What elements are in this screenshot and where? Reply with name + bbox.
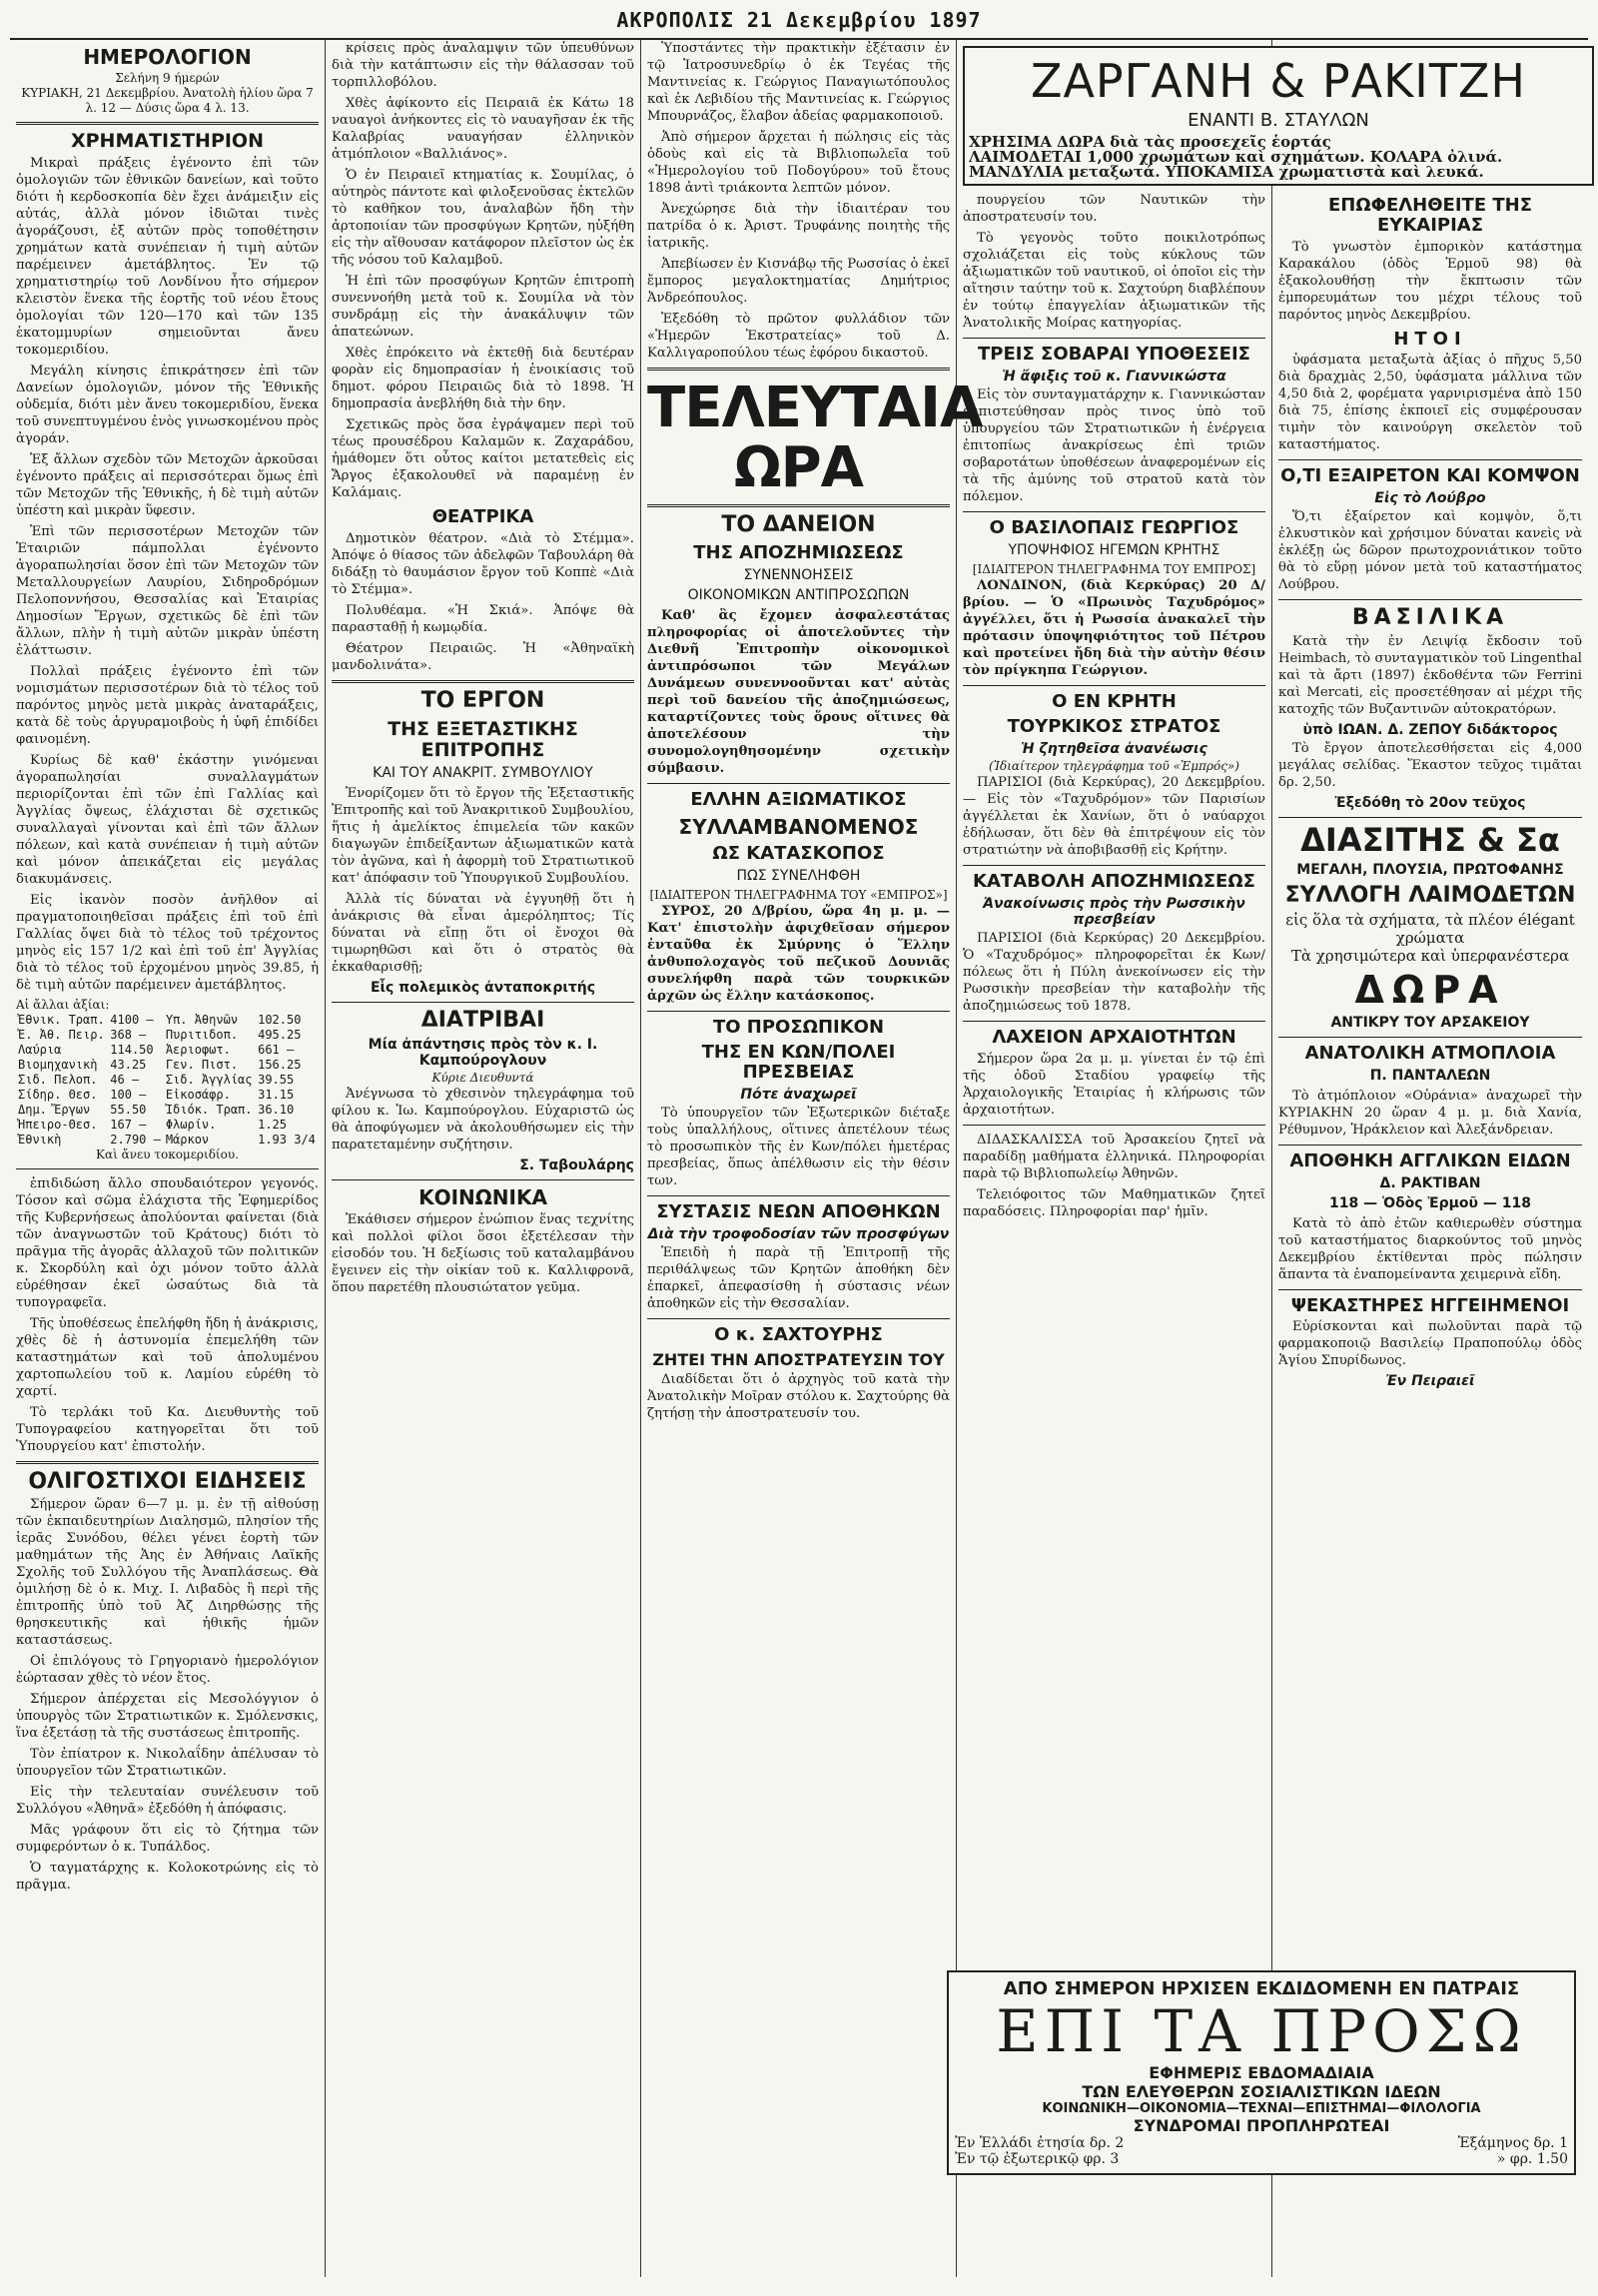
price-cell: Ἑξάμηνος δρ. 1 xyxy=(1457,2135,1568,2151)
crete-heading-2: ΤΟΥΡΚΙΚΟΣ ΣΤΡΑΤΟΣ xyxy=(1007,716,1221,738)
embassy-heading: ΤΟ ΠΡΟΣΩΠΙΚΟΝ xyxy=(712,1016,885,1038)
almanac-line-2: ΚΥΡΙΑΚΗ, 21 Δεκεμβρίου. Ἀνατολὴ ἡλίου ὥρα 7 λ. 12 — Δύσις ὥρα 4 λ. 13. xyxy=(21,86,314,115)
article-paragraph: Ὑποστάντες τὴν πρακτικὴν ἐξέτασιν ἐν τῷ Ἰατροσυνεδρίῳ ὁ ἐκ Τεγέας τῆς Μαντινείας κ. Γεώργιος Παναγιωτόπουλος καὶ ἐκ Λεβιδίου τῆς Μαντινείας κ. Γεώργιος Μπουρνάζος, ἔλαβον ἀδείας φαρμακοποιοῦ. xyxy=(647,41,950,124)
ad-paragraph: Κατὰ τὸ ἀπὸ ἐτῶν καθιερωθὲν σύστημα τοῦ καταστήματος διαρκούντος τοῦ μηνὸς Δεκεμβρίου ἐκτίθενται πρὸς πώλησιν ἅπαντα τὰ ἐναπομείναντα χειμερινὰ εἴδη. xyxy=(1278,1215,1582,1282)
spy-heading-3: ΩΣ ΚΑΤΑΣΚΟΠΟΣ xyxy=(712,842,885,864)
news-item: Μᾶς γράφουν ὅτι εἰς τὸ ζήτημα τῶν συμφερόντων ὁ κ. Τυπάλδος. xyxy=(16,1822,319,1855)
diatribai-title: ΔΙΑΤΡΙΒΑΙ xyxy=(420,1007,545,1033)
article-paragraph: Εἰς τὸν συνταγματάρχην κ. Γιαννικώσταν ἐμπιστεύθησαν πρὸς τινος ὑπὸ τοῦ ὑπουργείου τῶν Στρατιωτικῶν ἡ ἐνέργεια ἐπιτοπίως ἀνακρίσεως ἐπὶ τριῶν σοβαροτάτων ὑποθέσεων ἀναφερομένων εἰς τὰ τῆς ἀμύνης τοῦ στρατοῦ κατὰ τὸν πόλεμον. xyxy=(963,386,1265,504)
embassy-kicker: Πότε ἀναχωρεῖ xyxy=(740,1086,857,1103)
reply-signature: Σ. Ταβουλάρης xyxy=(519,1156,634,1173)
zargani-sub: ΕΝΑΝΤΙ Β. ΣΤΑΥΛΩΝ xyxy=(1188,110,1369,131)
diasitis-sub: ΜΕΓΑΛΗ, ΠΛΟΥΣΙΑ, ΠΡΩΤΟΦΑΝΗΣ xyxy=(1296,861,1564,878)
louvre-kicker: Εἰς τὸ Λούβρο xyxy=(1374,490,1486,507)
loan-subheading-2: ΣΥΝΕΝΝΟΗΣΕΙΣ xyxy=(743,566,854,583)
sprayers-heading: ΨΕΚΑΣΤΗΡΕΣ ΗΓΓΕΙΗΜΕΝΟΙ xyxy=(1290,1294,1570,1316)
ad-line: ΤΩΝ ΕΛΕΥΘΕΡΩΝ ΣΟΣΙΑΛΙΣΤΙΚΩΝ ΙΔΕΩΝ xyxy=(1082,2082,1441,2101)
table-row: Ἐθνικὴ 2.790 — Μάρκον 1.93 3/4 xyxy=(18,1132,316,1147)
shipping-sub: Π. ΠΑΝΤΑΛΕΩΝ xyxy=(1369,1067,1491,1084)
article-paragraph: Τὸ τερλάκι τοῦ Κα. Διευθυντὴς τοῦ Τυπογραφείου κατηγορεῖται ὅτι τοῦ Ὑπουργείου κατ' ἐπιστολήν. xyxy=(16,1404,319,1454)
price-cell: » φρ. 1.50 xyxy=(1496,2151,1568,2167)
table-row: Δημ. Ἔργων 55.50 Ἰδιόκ. Τραπ. 36.10 xyxy=(18,1102,295,1117)
article-paragraph: ΠΑΡΙΣΙΟΙ (διὰ Κερκύρας), 20 Δεκεμβρίου. — Εἰς τὸν «Ταχυδρόμον» τῶν Παρισίων ἀγγέλλεται ἐκ Χανίων, ὅτι ὁ ναύαρχοι ἐδήλωσαν, ὅτι δὲν θὰ ἐπιτρέψουν εἰς τὸν στρατιώτην νὰ ἀποβιβασθῇ εἰς Κρήτην. xyxy=(963,775,1265,859)
article-paragraph: Ὁ ἐν Πειραιεῖ κτηματίας κ. Σουμίλας, ὁ αὐτηρὸς πάντοτε καὶ φιλοξενοῦσας ἐκτελῶν τὸ καθῆκον του, ἀναλαβὼν ἤδη τὴν ἀρτοποιίαν τῶν προσφύγων Κρητῶν, ηὐξήθη εἰς τὴν αἴθουσαν κατάφορον πλεῖστον ὡς ἐκ τῆς νόσου τοῦ Καλαμβοῦ. xyxy=(332,168,634,268)
divider xyxy=(647,1195,950,1196)
ad-title: ΑΠΟ ΣΗΜΕΡΟΝ ΗΡΧΙΣΕΝ ΕΚΔΙΔΟΜΕΝΗ ΕΝ ΠΑΤΡΑΙΣ xyxy=(1003,1978,1520,1999)
ergon-subheading: ΤΗΣ ΕΞΕΤΑΣΤΙΚΗΣ ΕΠΙΤΡΟΠΗΣ xyxy=(388,717,578,761)
indemnity-heading: ΚΑΤΑΒΟΛΗ ΑΠΟΖΗΜΙΩΣΕΩΣ xyxy=(973,871,1255,893)
zargani-line: ΜΑΝΔΥΛΙΑ μεταξωτά. ΥΠΟΚΑΜΙΣΑ χρωματιστὰ καὶ λευκά. xyxy=(969,163,1484,181)
dora-sub: ΑΝΤΙΚΡΥ ΤΟΥ ΑΡΣΑΚΕΙΟΥ xyxy=(1330,1015,1530,1032)
divider xyxy=(963,865,1265,866)
prince-heading: Ο ΒΑΣΙΛΟΠΑΙΣ ΓΕΩΡΓΙΟΣ xyxy=(989,516,1239,538)
classified-notice: Τελειόφοιτος τῶν Μαθηματικῶν ζητεῖ παραδόσεις. Πληροφορίαι παρ' ἡμῖν. xyxy=(963,1186,1265,1219)
ergon-subheading-2: ΚΑΙ ΤΟΥ ΑΝΑΚΡΙΤ. ΣΥΜΒΟΥΛΙΟΥ xyxy=(373,764,593,781)
article-paragraph: πουργείου τῶν Ναυτικῶν τὴν ἀποστρατευσίν του. xyxy=(963,193,1265,225)
english-goods-heading: ΑΠΟΘΗΚΗ ΑΓΓΛΙΚΩΝ ΕΙΔΩΝ xyxy=(1289,1149,1571,1171)
article-paragraph: Ἀπὸ σήμερον ἄρχεται ἡ πώλησις εἰς τὰς ὁδοὺς καὶ εἰς τὰ Βιβλιοπωλεῖα τοῦ «Ἡμερολογίου τοῦ Ποδογύρου» τοῦ ἔτους 1898 ἀντὶ τριάκοντα λεπτῶν μόνον. xyxy=(647,130,950,196)
columns xyxy=(10,40,1588,2277)
news-item: Σήμερον ἀπέρχεται εἰς Μεσολόγγιον ὁ ὑπουργὸς τῶν Στρατιωτικῶν κ. Σμόλενσκις, ἵνα ἐξετάσῃ τὰ τῆς συστάσεως ἐπιτροπῆς. xyxy=(16,1691,319,1741)
article-paragraph: Ἀλλὰ τίς δύναται νὰ ἐγγυηθῇ ὅτι ἡ ἀνάκρισις θὰ εἶναι ἀμερόληπτος; Τίς δύναται νὰ εἴπῃ ὅτι οἱ ἔνοχοι θὰ τιμωρηθῶσι καὶ ὅτι ὁ στρατὸς θὰ ἐκκαθαρισθῇ; xyxy=(332,891,634,975)
price-row xyxy=(955,2135,1568,2151)
spy-tag: [ΙΔΙΑΙΤΕΡΟΝ ΤΗΛΕΓΡΑΦΗΜΑ ΤΟΥ «ΕΜΠΡΟΣ»] xyxy=(649,887,948,902)
last-hour-banner: ΤΕΛΕΥΤΑΙΑ ΩΡΑ xyxy=(647,376,983,500)
three-cases-heading: ΤΡΕΙΣ ΣΟΒΑΡΑΙ ΥΠΟΘΕΣΕΙΣ xyxy=(978,344,1250,365)
prince-kicker: ΥΠΟΨΗΦΙΟΣ ΗΓΕΜΩΝ ΚΡΗΤΗΣ xyxy=(1008,541,1220,558)
divider xyxy=(647,783,950,784)
ad-paragraph: Ὅ,τι ἐξαίρετον καὶ κομψὸν, ὅ,τι ἐλκυστικὸν καὶ χρήσιμον δύναται κανεὶς νὰ ἐκλέξῃ ὡς δῶρον πρωτοχρονιάτικον τοῦτο θὰ τὸ εὕρῃ μόνον μετὰ τοῦ καταστήματος Λούβρου. xyxy=(1278,509,1582,593)
table-row: Λαύρια 114.50 Ἀεριοφωτ. 661 — xyxy=(18,1042,295,1057)
divider xyxy=(1278,599,1582,600)
divider xyxy=(647,1011,950,1012)
bourse-paragraph: Μεγάλη κίνησις ἐπικράτησεν ἐπὶ τῶν Δανείων ὁμολογιῶν, μόνον τῆς Ἐθνικῆς οὐδεμία, διότι μὲν ἄνευ τοκομεριδίου, ἕνεκα τοῦ συνεπτυγμένου ἐνὸς γινωσκομένου πρὸς ἀγοράν. xyxy=(16,363,319,446)
reply-heading: Μία ἀπάντησις πρὸς τὸν κ. Ι. Καμπούρογλουν xyxy=(368,1036,598,1069)
article-paragraph: κρίσεις πρὸς ἀναλαμψιν τῶν ὑπευθύνων διὰ τὴν κατάπτωσιν εἰς τὴν θάλασσαν τοῦ τορπιλλοβόλου. xyxy=(332,41,634,90)
bourse-title: ΧΡΗΜΑΤΙΣΤΗΡΙΟΝ xyxy=(70,130,264,152)
epi-ta-proso-ad xyxy=(947,1970,1576,2175)
news-title: ΟΛΙΓΟΣΤΙΧΟΙ ΕΙΔΗΣΕΙΣ xyxy=(28,1468,307,1494)
indemnity-kicker: Ἀνακοίνωσις πρὸς τὴν Ρωσσικὴν πρεσβείαν xyxy=(983,895,1245,928)
article-paragraph: Τὸ γεγονὸς τοῦτο ποικιλοτρόπως σχολιάζεται εἰς τοὺς κύκλους τῶν ἀξιωματικῶν τοῦ ναυτικοῦ, οἱ ὁποῖοι εἰς τὴν αἴτησιν ταύτην τοῦ κ. Σαχτούρη διαβλέπουν ἐν τούτῳ ἐπαγγελίαν ἀξιωματικῶν τῆς Ἀνατολικῆς Μοίρας κατηγορίας. xyxy=(963,231,1265,331)
english-goods-address: 118 — Ὁδὸς Ἑρμοῦ — 118 xyxy=(1329,1194,1531,1211)
news-item: Εἰς τὴν τελευταίαν συνέλευσιν τοῦ Συλλόγου «Ἀθηνᾶ» ἐξεδόθη ἡ ἀπόφασις. xyxy=(16,1784,319,1817)
bourse-intro: Αἱ ἄλλαι ἀξίαι: xyxy=(16,997,110,1012)
bourse-paragraph: Μικραὶ πράξεις ἐγένοντο ἐπὶ τῶν ὁμολογιῶν τῶν ἐθνικῶν δανείων, καὶ τοῦτο διότι ἡ κερδοσκοπία δὲν ἔχει ἀνάμειξιν εἰς αὐτάς, ἀλλὰ μόνον ἰδιῶται τινὲς ἀγοράζουσι, ἐξ αὐτῶν πρὸς τοποθέτησιν χρημάτων κατὰ συνέπειαν ἡ τιμὴ αὐτῶν παρέμεινεν ἀμετάβλητος. Ἐν τῷ χρηματιστηρίῳ τοῦ Λονδίνου ἦτο σήμερον κλειστὸν ἕνεκα τῆς ἑορτῆς τοῦ νέου ἔτους ὁμολογίαι τῶν 120—170 καὶ τῶν 135 ἑκατομμυρίων σημειοῦνται ἄνευ τοκομεριδίου. xyxy=(16,155,319,358)
ad-paragraph: Εὑρίσκονται καὶ πωλοῦνται παρὰ τῷ φαρμακοποιῷ Βασιλείῳ Πραποπούλῳ ὁδὸς Ἁγίου Σπυρίδωνος. xyxy=(1278,1319,1582,1369)
divider xyxy=(1278,459,1582,460)
article-paragraph: Ἐξεδόθη τὸ πρῶτον φυλλάδιον τῶν «Ἡμερῶν Ἐκστρατείας» τοῦ Δ. Καλλιγαροπούλου τέως ἐφόρου δικαστοῦ. xyxy=(647,312,950,361)
article-paragraph: Σχετικῶς πρὸς ὅσα ἐγράψαμεν περὶ τοῦ τέως προυσέδρου Καλαμῶν κ. Ζαχαράδου, ἠμάθομεν ὅτι οὗτος καίτοι μετατεθεὶς εἰς Ἄργος ἐξακολουθεῖ νὰ παραμένῃ ἐν Καλάμαις. xyxy=(332,417,634,500)
bourse-table xyxy=(16,1013,319,1148)
sale-heading: ΕΠΩΦΕΛΗΘΕΙΤΕ ΤΗΣ ΕΥΚΑΙΡΙΑΣ xyxy=(1327,195,1533,236)
column-5 xyxy=(1272,40,1588,2277)
price-row xyxy=(955,2151,1568,2167)
spy-heading: ΕΛΛΗΝ ΑΞΙΩΜΑΤΙΚΟΣ xyxy=(690,788,907,810)
zargani-ad xyxy=(963,46,1594,186)
koinonika-title: ΚΟΙΝΩΝΙΚΑ xyxy=(418,1184,547,1209)
diasitis-tail: Τὰ χρησιμώτερα καὶ ὑπερφανέστερα xyxy=(1290,947,1570,966)
column-3 xyxy=(641,40,983,2277)
article-paragraph: ΠΑΡΙΣΙΟΙ (διὰ Κερκύρας) 20 Δεκεμβρίου. Ὁ «Ταχυδρόμος» πληροφορεῖται ἐκ Κων/πόλεως ὅτι ἡ Πύλη ἀνεκοίνωσεν εἰς τὴν Ρωσσικὴν πρεσβείαν τὴν καταβολὴν τῆς ἀποζημιώσεως τοῦ 1878. xyxy=(963,930,1265,1014)
crete-tag: (Ἰδιαίτερον τηλεγράφημα τοῦ «Ἐμπρός») xyxy=(989,759,1239,774)
divider xyxy=(963,685,1265,686)
table-row: Σιδ. Πελοπ. 46 — Σιδ. Ἀγγλίας 39.55 xyxy=(18,1072,295,1087)
loan-subheading: ΤΗΣ ΑΠΟΖΗΜΙΩΣΕΩΣ xyxy=(693,542,904,564)
divider xyxy=(1278,1037,1582,1038)
crete-kicker: Ἡ ζητηθεῖσα ἀνανέωσις xyxy=(1021,741,1207,758)
zargani-line: ΧΡΗΣΙΜΑ ΔΩΡΑ διὰ τὰς προσεχεῖς ἑορτάς xyxy=(969,133,1331,151)
column-1 xyxy=(10,40,326,2277)
louvre-heading: Ο,ΤΙ ΕΞΑΙΡΕΤΟΝ ΚΑΙ ΚΟΜΨΟΝ xyxy=(1280,465,1580,487)
ergon-heading: ΤΟ ΕΡΓΟΝ xyxy=(420,687,545,713)
news-item: Οἱ ἐπιλόγους τὸ Γρηγοριανὸ ἡμερολόγιον ἑώρτασαν χθὲς τὸ νέον ἔτος. xyxy=(16,1653,319,1686)
article-paragraph: Ἐκάθισεν σήμερον ἐνώπιον ἕνας τεχνίτης καὶ πολλοὶ φίλοι ὅσοι ἐξετέλεσαν τὴν εἰσοδόν του. Ἡ δεξίωσις τοῦ καταλαμβάνου ἔγεινεν εἰς τὴν οἰκίαν τοῦ κ. Καλλιφρονᾶ, ὅπου παρετέθη πλουσιώτατον γεῦμα. xyxy=(332,1211,634,1295)
bourse-paragraph: Πολλαὶ πράξεις ἐγένοντο ἐπὶ τῶν νομισμάτων περισσοτέρων διὰ τὸ τέλος τοῦ παρόντος μηνὸς μετὰ μικρὰς ἀναταράξεις, κατὰ δὲ τοὺς ἀργυραμοιβοὺς ἡ ὑφῆ ἐπιδίδει φαινομένη. xyxy=(16,663,319,747)
article-paragraph: Διαδίδεται ὅτι ὁ ἀρχηγὸς τοῦ κατὰ τὴν Ἀνατολικὴν Μοῖραν στόλου κ. Σαχτούρης θὰ ζητήσῃ τὴν ἀποστρατευσίν του. xyxy=(647,1372,950,1422)
sale-htoi: ΗΤΟΙ xyxy=(1393,328,1467,350)
article-paragraph: Ἀνεχώρησε διὰ τὴν ἰδιαιτέραν του πατρίδα ὁ κ. Ἀριστ. Τρυφάνης ποιητὴς τῆς ἰατρικῆς. xyxy=(647,202,950,251)
divider xyxy=(332,1179,634,1180)
table-row: Ἠπειρο-Θεσ. 167 — Φλωρίν. 1.25 xyxy=(18,1117,287,1132)
loan-heading: ΤΟ ΔΑΝΕΙΟΝ xyxy=(721,512,876,537)
article-paragraph: ΣΥΡΟΣ, 20 Δ/βρίου, ὥρα 4η μ. μ. — Κατ' ἐπιστολὴν ἀφιχθεῖσαν σήμερον ἐνταῦθα ἐκ Σμύρνης ὁ Ἕλλην ἀνθυπολοχαγὸς τοῦ πεζικοῦ Δουνιᾶς συνελήφθη παρὰ τῶν τουρκικῶν ἀρχῶν ὡς ἔλλην κατάσκοπος. xyxy=(647,903,950,1004)
article-paragraph: Ἀνέγνωσα τὸ χθεσινὸν τηλεγράφημα τοῦ φίλου κ. Ἰω. Καμπούρογλου. Εὐχαριστῶ ὡς θὰ ἀποφύγωμεν νὰ ἀκολουθήσωμεν εἰς τὴν παρατεταμένην συζήτησιν. xyxy=(332,1086,634,1152)
zargani-line: ΛΑΙΜΟΔΕΤΑΙ 1,000 χρωμάτων καὶ σχημάτων. ΚΟΛΑΡΑ ὀλινά. xyxy=(969,148,1503,166)
ad-line: ΚΟΙΝΩΝΙΚΗ—ΟΙΚΟΝΟΜΙΑ—ΤΕΧΝΑΙ—ΕΠΙΣΤΗΜΑΙ—ΦΙΛΟΛΟΓΙΑ xyxy=(1042,2101,1481,2116)
saxtouris-heading: Ο κ. ΣΑΧΤΟΥΡΗΣ xyxy=(714,1323,883,1345)
table-row: Ἐ. Ἀθ. Πειρ. 368 — Πυριτιδοπ. 495.25 xyxy=(18,1027,302,1042)
divider xyxy=(963,1021,1265,1022)
embassy-heading-2: ΤΗΣ ΕΝ ΚΩΝ/ΠΟΛΕΙ ΠΡΕΣΒΕΙΑΣ xyxy=(701,1042,896,1084)
spy-kicker: ΠΩΣ ΣΥΝΕΛΗΦΘΗ xyxy=(736,867,861,884)
english-goods-sub: Δ. ΡΑΚΤΙΒΑΝ xyxy=(1379,1174,1481,1191)
ad-paragraph: Τὸ γνωστὸν ἐμπορικὸν κατάστημα Καρακάλου (ὁδὸς Ἑρμοῦ 98) θὰ ἐξακολουθήσῃ τὴν ἔκπτωσιν τῶν ἐμπορευμάτων του μέχρι τέλους τοῦ παρόντος μηνὸς Δεκεμβρίου. xyxy=(1278,239,1582,323)
ad-paragraph: Κατὰ τὴν ἐν Λειψίᾳ ἔκδοσιν τοῦ Heimbach, τὸ συνταγματικὸν τοῦ Lingenthal καὶ τὰ ἄρτι (1897) ἐκδοθέντα τῶν Ferrini καὶ Mercati, εἰς προσετέθησαν αἱ μέχρι τῆς κατοχῆς τῶν Βυζαντινῶν αὐτοκρατόρων. xyxy=(1278,634,1582,718)
bourse-paragraph: Κυρίως δὲ καθ' ἑκάστην γινόμεναι ἀγοραπωλησίαι συναλλαγμάτων περιορίζονται ἐπὶ τῶν ἐπὶ Γαλλίας καὶ Ἀγγλίας ὄψεως, ἐλάχισται δὲ σχετικῶς συναλλαγαὶ γίνονται καὶ ἐπὶ τῶν ἄλλων πόλεων, καὶ κατὰ συνέπειαν ἡ τιμὴ αὐτῶν καὶ μόνον ἀπεικάζεται εἰς μεγάλας διακυμάνσεις. xyxy=(16,752,319,887)
divider xyxy=(16,1461,319,1464)
prince-tag: [ΙΔΙΑΙΤΕΡΟΝ ΤΗΛΕΓΡΑΦΗΜΑ ΤΟΥ ΕΜΠΡΟΣ] xyxy=(972,561,1256,576)
article-paragraph: Τῆς ὑποθέσεως ἐπελήφθη ἤδη ἡ ἀνάκρισις, χθὲς δὲ ἡ ἀστυνομία ἐπεμελήθη τῶν καταστημάτων καὶ τοῦ ἀπολυμένου χαρτοπωλείου τοῦ κ. Λαμίου εὑρέθη τὸ χαρτί. xyxy=(16,1315,319,1399)
ergon-signature: Εἷς πολεμικὸς ἀνταποκριτής xyxy=(370,979,596,996)
divider xyxy=(647,1318,950,1319)
divider xyxy=(332,680,634,683)
news-item: Τὸν ἐπίατρον κ. Νικολαΐδην ἀπέλυσαν τὸ ὑπουργεῖον τῶν Στρατιωτικῶν. xyxy=(16,1746,319,1779)
column-2 xyxy=(326,40,641,2277)
classified-notice: ΔΙΔΑΣΚΑΛΙΣΣΑ τοῦ Ἀρσακείου ζητεῖ νὰ παραδίδῃ μαθήματα ἑλληνικά. Πληροφορίαι παρὰ τῷ Βιβλιοπωλείῳ Ἀθηνῶν. xyxy=(963,1132,1265,1181)
article-paragraph: Ἐνορίζομεν ὅτι τὸ ἔργον τῆς Ἐξεταστικῆς Ἐπιτροπῆς καὶ τοῦ Ἀνακριτικοῦ Συμβουλίου, ἥτις ἡ ἀμελίκτος ἐπιμελεία τῶν κακῶν διαγωγῶν ἐπιδείξαντων ἀξιωματικῶν κατὰ τὸν ἀγῶνα, καὶ ἡ ἀφορμὴ τοῦ Στρατιωτικοῦ κατ' ἀπόφασιν τοῦ Ὑπουργικοῦ Συμβουλίου. xyxy=(332,785,634,886)
divider xyxy=(16,1168,319,1169)
article-paragraph: Ἡ ἐπὶ τῶν προσφύγων Κρητῶν ἐπιτροπὴ συνεννοήθη μετὰ τοῦ κ. Σουμίλα νὰ τὸν συνδράμῃ εἰς τὴν ἀνακάλυψιν τῶν ἀπατεώνων. xyxy=(332,274,634,340)
theatre-item: Δημοτικὸν θέατρον. «Διὰ τὸ Στέμμα». Ἀπόψε ὁ θίασος τῶν ἀδελφῶν Ταβουλάρη θὰ διδάξῃ τὸ θαυμάσιον ἔργον τοῦ Κοππὲ «Διὰ τὸ Στέμμα». xyxy=(332,530,634,597)
basilika-heading: ΒΑΣΙΛΙΚΑ xyxy=(1351,605,1509,631)
masthead: ΑΚΡΟΠΟΛΙΣ 21 Δεκεμβρίου 1897 xyxy=(10,8,1588,40)
divider xyxy=(963,1125,1265,1126)
diasitis-text: εἰς ὅλα τὰ σχήματα, τὰ πλέον élégant χρώματα xyxy=(1285,911,1575,948)
ad-paragraph: Τὸ ἔργον ἀποτελεσθήσεται εἰς 4,000 μεγάλας σελίδας. Ἕκαστον τεῦχος τιμᾶται δρ. 2,50. xyxy=(1278,741,1582,791)
diasitis-sub-2: ΣΥΛΛΟΓΗ ΛΑΙΜΟΔΕΤΩΝ xyxy=(1284,882,1576,908)
divider xyxy=(647,368,950,371)
theatre-item: Θέατρον Πειραιῶς. Ἡ «Ἀθηναϊκὴ μανδολινάτα». xyxy=(332,640,634,673)
shipping-heading: ΑΝΑΤΟΛΙΚΗ ΑΤΜΟΠΛΟΙΑ xyxy=(1304,1043,1556,1065)
theatre-item: Πολυθέαμα. «Ἡ Σκιά». Ἀπόψε θὰ παρασταθῇ ἡ κωμῳδία. xyxy=(332,602,634,635)
ad-brand: ΕΠΙ ΤΑ ΠΡΟΣΩ xyxy=(996,1997,1527,2065)
divider xyxy=(16,122,319,125)
bourse-paragraph: Ἐπὶ τῶν περισσοτέρων Μετοχῶν τῶν Ἑταιριῶν πάμπολλαι ἐγένοντο ἀγοραπωλησίαι ὅσον ἐπὶ τῶν Μετοχῶν τῶν Μεταλλουργείων Λαυρίου, Σιδηροδρόμων Πελοποννήσου, Θεσσαλίας καὶ Ἑταιρίας Δημοσίων Ἔργων, σχετικῶς δὲ ἐπὶ τῶν ἄλλων, πλὴν ἡ τιμὴ αὐτῶν μικρὰν ὑπέστη ἐλάττωσιν. xyxy=(16,523,319,658)
news-item: Ὁ ταγματάρχης κ. Κολοκοτρώνης εἰς τὸ πρᾶγμα. xyxy=(16,1860,319,1893)
depot-kicker: Διὰ τὴν τροφοδοσίαν τῶν προσφύγων xyxy=(647,1225,950,1242)
newspaper-page xyxy=(10,8,1588,2285)
almanac-title: ΗΜΕΡΟΛΟΓΙΟΝ xyxy=(83,45,252,69)
lottery-heading: ΛΑΧΕΙΟΝ ΑΡΧΑΙΟΤΗΤΩΝ xyxy=(992,1026,1236,1048)
article-paragraph: Σήμερον ὥρα 2α μ. μ. γίνεται ἐν τῷ ἐπὶ τῆς ὁδοῦ Σταδίου γραφείῳ τῆς Ἀρχαιολογικῆς Ἑταιρίας ἡ κλήρωσις τῶν ἀρχαιοτήτων. xyxy=(963,1051,1265,1118)
divider xyxy=(963,338,1265,339)
article-paragraph: Χθὲς ἀφίκοντο εἰς Πειραιᾶ ἐκ Κάτω 18 ναυαγοὶ ἀνήκοντες εἰς τὸ ναυαγῆσαν ἐκ τῆς Καλαβρίας ναυαγήσαν ἐλληνικὸν ἀτμόπλοιον «Βαλλιάνος». xyxy=(332,96,634,162)
divider xyxy=(332,1002,634,1003)
diasitis-heading: ΔΙΑΣΙΤΗΣ & Σα xyxy=(1300,821,1560,860)
dora-heading: ΔΩΡΑ xyxy=(1354,968,1506,1013)
three-cases-kicker: Ἡ ἄφιξις τοῦ κ. Γιαννικώστα xyxy=(1002,368,1226,384)
price-cell: Ἐν Ἑλλάδι ἐτησία δρ. 2 xyxy=(955,2135,1125,2151)
basilika-author: ὑπὸ ΙΩΑΝ. Δ. ΖΕΠΟΥ διδάκτορος xyxy=(1302,722,1558,739)
bourse-note: Καὶ ἄνευ τοκομεριδίου. xyxy=(96,1147,239,1161)
article-paragraph: ΛΟΝΔΙΝΟΝ, (διὰ Κερκύρας) 20 Δ/βρίου. — Ὁ «Πρωινὸς Ταχυδρόμος» ἀγγέλλει, ὅτι ἡ Ρωσσία ἀνακαλεῖ τὴν πρότασιν ὑποψηφιότητος τοῦ Πέτρου καὶ προτείνει ἤδη διὰ τὴν αὐτὴν θέσιν τὸν πρίγκηπα Γεώργιον. xyxy=(963,577,1265,678)
zargani-title: ΖΑΡΓΑΝΗ & ΡΑΚΙΤΖΗ xyxy=(1030,54,1527,108)
table-row: Σίδηρ. Θεσ. 100 — Εἰκοσάφρ. 31.15 xyxy=(18,1087,295,1102)
news-item: Σήμερον ὥραν 6—7 μ. μ. ἐν τῇ αἰθούσῃ τῶν ἐκπαιδευτηρίων Διαλησμῶ, πλησίον τῆς ἱερᾶς Συνόδου, θέλει γένει ἑορτὴ τῶν μαθημάτων τῆς Ἀης ἐν Ἀθήναις Λαϊκῆς Σχολῆς τοῦ Συλλόγου τῆς Ἀναπλάσεως. Θὰ ὁμιλήσῃ δὲ ὁ κ. Μιχ. Ι. Λιβαδὸς ἢ περὶ τῆς ἐπιτροπῆς ὑπὸ τοῦ Ἀζ Διηρθώσῃς τῆς θρησκευτικῆς καὶ ἠθικῆς ἡμῶν καταστάσεως. xyxy=(16,1496,319,1648)
ad-line: ΕΦΗΜΕΡΙΣ ΕΒΔΟΜΑΔΙΑΙΑ xyxy=(1149,2063,1374,2082)
divider xyxy=(1278,817,1582,818)
spy-heading-2: ΣΥΛΛΑΜΒΑΝΟΜΕΝΟΣ xyxy=(678,814,919,839)
ad-line: ΣΥΝΔΡΟΜΑΙ ΠΡΟΠΛΗΡΩΤΕΑΙ xyxy=(1133,2116,1390,2135)
divider xyxy=(1278,1145,1582,1146)
bourse-paragraph: Ἐξ ἄλλων σχεδὸν τῶν Μετοχῶν ἀρκοῦσαι ἐγένοντο πράξεις αἱ περισσότεραι ὅμως ἐπὶ τῶν Μετοχῶν τῆς Ἐθνικῆς, ἡ δὲ τιμὴ αὐτῶν ὑπέστη καὶ μικρὰν ὕφεσιν. xyxy=(16,451,319,518)
loan-subheading-3: ΟΙΚΟΝΟΜΙΚΩΝ ΑΝΤΙΠΡΟΣΩΠΩΝ xyxy=(687,586,910,603)
article-paragraph: ἐπιδιδώση ἄλλο σπουδαιότερον γεγονός. Τόσον καὶ σῶμα ἐλάχιστα τῆς Ἐφημερίδος τῆς Κυβερνήσεως ἀπολύονται φαίνεται (διὰ τῶν ἀναγνωστῶν τοῦ Κράτους) διότι τὸ πρᾶγμα τῆς ἀγορᾶς ἀλλαχοῦ τῶν πολιτικῶν κ. Σκορδύλη καὶ ὀχι μόνον τοῦτο ἀλλὰ εὑρέθησαν ἐκεῖ ὡσαύτως διὰ τὰ τυπογραφεῖα. xyxy=(16,1175,319,1310)
ad-paragraph: Τὸ ἀτμόπλοιον «Οὐράνια» ἀναχωρεῖ τὴν ΚΥΡΙΑΚΗΝ 20 ὥραν 4 μ. μ. διὰ Χανία, Ρέθυμνον, Ἡράκλειον καὶ Ἀλεξάνδρειαν. xyxy=(1278,1088,1582,1138)
divider xyxy=(963,511,1265,512)
reply-salutation: Κύριε Διευθυντά xyxy=(431,1070,534,1085)
theatre-title: ΘΕΑΤΡΙΚΑ xyxy=(431,506,534,527)
divider xyxy=(1278,1289,1582,1290)
article-paragraph: Ἀπεβίωσεν ἐν Κισνάβῳ τῆς Ρωσσίας ὁ ἐκεῖ ἔμπορος μεγαλοκτηματίας Δημήτριος Ἀνδρεόπουλος. xyxy=(647,257,950,306)
bourse-paragraph: Εἰς ἱκανὸν ποσὸν ἀνῆλθον αἱ πραγματοποιηθεῖσαι πράξεις ἐπὶ τοῦ ἐπὶ Γαλλίας ὄψει διὰ τὸ τέλος τοῦ τρέχοντος μηνὸς εἰς 157 1/2 καὶ ἐπὶ τοῦ ἐπ' Ἀγγλίας διὰ τὸ τέλος τοῦ ἐρχομένου μηνὸς 39.85, ἡ δὲ τιμὴ αὐτῶν παρέμεινεν ἀμετάβλητος. xyxy=(16,892,319,993)
table-row: Ἐθνικ. Τραπ. 4100 — Υπ. Ἀθηνῶν 102.50 xyxy=(18,1012,302,1027)
article-paragraph: Χθὲς ἐπρόκειτο νὰ ἐκτεθῇ διὰ δευτέραν φορὰν εἰς δημοπρασίαν ἡ ἐνοικίασις τοῦ δημοτ. φόρου Πειραιῶς διὰ τὸ 1898. Ἡ δημοπρασία ἀνεβλήθη διὰ τὴν 6ην. xyxy=(332,346,634,411)
sprayers-tail: Ἐν Πειραιεῖ xyxy=(1385,1373,1475,1390)
crete-heading: Ο ΕΝ ΚΡΗΤΗ xyxy=(1052,690,1177,712)
table-row: Βιομηχανικὴ 43.25 Γεν. Πιστ. 156.25 xyxy=(18,1057,302,1072)
saxtouris-heading-2: ΖΗΤΕΙ ΤΗΝ ΑΠΟΣΤΡΑΤΕΥΣΙΝ ΤΟΥ xyxy=(652,1349,945,1369)
article-paragraph: Τὸ ὑπουργεῖον τῶν Ἐξωτερικῶν διέταξε τοὺς ὑπαλλήλους, οἵτινες ἀπετέλουν τέως τὸ προσωπικὸν τῆς ἐν Κων/πόλει ἡμετέρας πρεσβείας, ὅπως ἀπέλθωσιν εἰς τὴν θέσιν των. xyxy=(647,1105,950,1188)
basilika-tail: Ἐξεδόθη τὸ 20ον τεῦχος xyxy=(1334,795,1526,812)
depot-heading: ΣΥΣΤΑΣΙΣ ΝΕΩΝ ΑΠΟΘΗΚΩΝ xyxy=(656,1200,941,1222)
ad-paragraph: ὑφάσματα μεταξωτὰ ἀξίας ὁ πῆχυς 5,50 διὰ δραχμὰς 2,50, ὑφάσματα μάλλινα τῶν 4,50 διὰ 2, φορέματα γαρνιρισμένα ἀπὸ 150 διὰ 75, ἐπίσης ἐκποιεῖ εἰς συμφέρουσαν τιμὴν τὸν καινούργη σκελετὸν τοῦ καταστήματος. xyxy=(1278,353,1582,453)
price-cell: Ἐν τῷ ἐξωτερικῷ φρ. 3 xyxy=(955,2151,1120,2167)
article-paragraph: Καθ' ἃς ἔχομεν ἀσφαλεστάτας πληροφορίας οἱ ἀποτελοῦντες τὴν Διεθνῆ Ἐπιτροπὴν οἰκονομικοὶ ἀντιπρόσωποι τῶν Μεγάλων Δυνάμεων συνεννοοῦνται κατ' αὐτὰς περὶ τοῦ δανείου τῆς ἀποζημιώσεως, καταρτίζοντες τοὺς ὅρους οἵτινες θὰ ἀποτελέσουν τὴν συνομολογηθησομένην σχετικὴν σύμβασιν. xyxy=(647,607,950,776)
divider xyxy=(647,504,950,507)
article-paragraph: Ἐπειδὴ ἡ παρὰ τῇ Ἐπιτροπῇ τῆς περιθάλψεως τῶν Κρητῶν ἀποθήκη δὲν ἐπαρκεῖ, ἀπεφασίσθη ἡ σύστασις νέων ἀποθηκῶν εἰς τὴν Θεσσαλίαν. xyxy=(647,1244,950,1311)
almanac-line-1: Σελήνη 9 ήμερών xyxy=(115,71,220,85)
